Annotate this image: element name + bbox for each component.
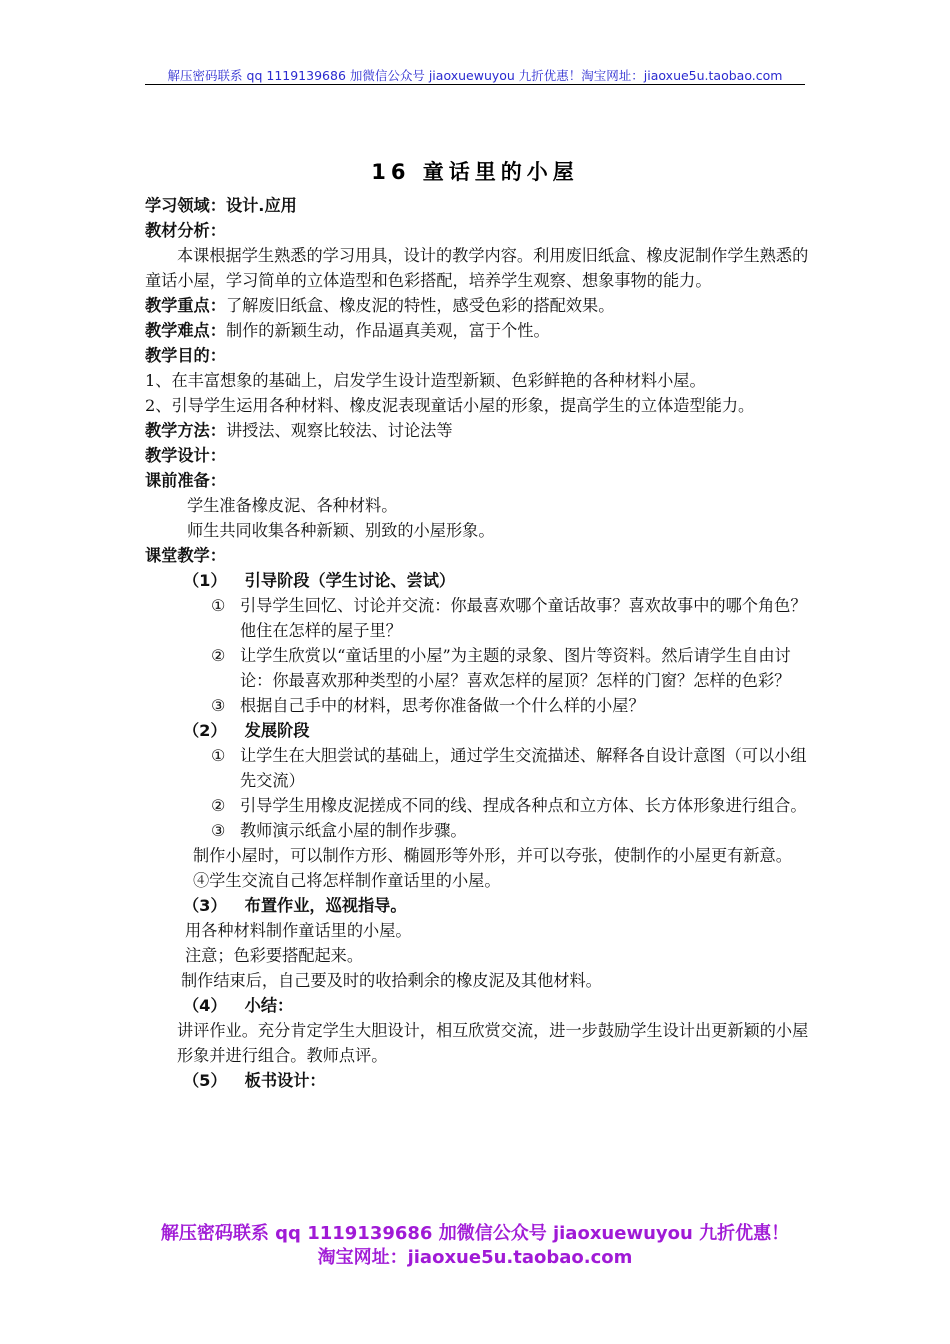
key-points-line (145, 293, 810, 318)
item-text: 引导学生用橡皮泥搓成不同的线、捏成各种点和立方体、长方体形象进行组合。 (240, 796, 807, 815)
header-divider (145, 84, 805, 85)
analysis-label: 教材分析： (145, 221, 226, 240)
stage-2-title: 发展阶段 (244, 721, 310, 740)
item-text: 引导学生回忆、讨论并交流：你最喜欢哪个童话故事？喜欢故事中的哪个角色？他住在怎样的屋子里？ (240, 596, 807, 640)
difficulty-label: 教学难点： (145, 321, 226, 340)
goal-item-1: 1、在丰富想象的基础上，启发学生设计造型新颖、色彩鲜艳的各种材料小屋。 (145, 371, 706, 390)
stage-2-heading (145, 718, 810, 743)
item-marker: ③ (211, 821, 226, 840)
stage-3-line-1: 用各种材料制作童话里的小屋。 (185, 921, 412, 940)
stage-4-number: （4） (183, 996, 227, 1015)
prep-item-1: 学生准备橡皮泥、各种材料。 (187, 496, 398, 515)
stage-1-heading (145, 568, 810, 593)
goals-label: 教学目的： (145, 346, 226, 365)
document-title: 16 童话里的小屋 (371, 160, 579, 184)
stage-1-number: （1） (183, 571, 227, 590)
stage-3-line-2: 注意；色彩要搭配起来。 (185, 946, 364, 965)
domain-label: 学习领域： (145, 196, 226, 215)
analysis-text: 本课根据学生熟悉的学习用具，设计的教学内容。利用废旧纸盒、橡皮泥制作学生熟悉的童话小屋，学习简单的立体造型和色彩搭配，培养学生观察、想象事物的能力。 (145, 246, 809, 290)
stage-5-heading (145, 1068, 810, 1093)
item-marker: ① (211, 596, 226, 615)
item-text: 教师演示纸盒小屋的制作步骤。 (240, 821, 467, 840)
class-label: 课堂教学： (145, 546, 226, 565)
stage-3-heading (145, 893, 810, 918)
item-text: 根据自己手中的材料，思考你准备做一个什么样的小屋？ (240, 696, 645, 715)
footer-line-2: 淘宝网址：jiaoxue5u.taobao.com (317, 1247, 633, 1268)
method-text: 讲授法、观察比较法、讨论法等 (225, 421, 453, 440)
item-marker: ③ (211, 696, 226, 715)
page-header: 解压密码联系 qq 1119139686 加微信公众号 jiaoxuewuyou 九折优惠！淘宝网址：jiaoxue5u.taobao.com (167, 68, 783, 83)
stage-2-item-4: ④学生交流自己将怎样制作童话里的小屋。 (193, 871, 501, 890)
stage-3-number: （3） (183, 896, 227, 915)
item-text: 让学生在大胆尝试的基础上，通过学生交流描述、解释各自设计意图（可以小组先交流） (240, 746, 807, 790)
document-body (145, 193, 810, 1093)
item-marker: ② (211, 796, 226, 815)
stage-5-number: （5） (183, 1071, 227, 1090)
design-label: 教学设计： (145, 446, 226, 465)
item-text: 让学生欣赏以“童话里的小屋”为主题的录象、图片等资料。然后请学生自由讨论：你最喜欢那种类型的小屋？喜欢怎样的屋顶？怎样的门窗？怎样的色彩？ (240, 646, 791, 690)
domain-value: 设计.应用 (225, 196, 297, 215)
list-item (145, 743, 810, 793)
item-marker: ① (211, 746, 226, 765)
prep-label: 课前准备： (145, 471, 226, 490)
list-item (145, 693, 810, 718)
stage-4-title: 小结： (244, 996, 294, 1015)
stage-3-title: 布置作业，巡视指导。 (244, 896, 407, 915)
prep-item-2: 师生共同收集各种新颖、别致的小屋形象。 (187, 521, 495, 540)
stage-5-title: 板书设计： (244, 1071, 326, 1090)
list-item (145, 793, 810, 818)
stage-4-text: 讲评作业。充分肯定学生大胆设计，相互欣赏交流，进一步鼓励学生设计出更新颖的小屋形象并进行组合。教师点评。 (177, 1021, 809, 1065)
footer-line-1: 解压密码联系 qq 1119139686 加微信公众号 jiaoxuewuyou 九折优惠！ (160, 1223, 790, 1244)
key-points-label: 教学重点： (145, 296, 226, 315)
method-line (145, 418, 810, 443)
key-points-text: 了解废旧纸盒、橡皮泥的特性，感受色彩的搭配效果。 (225, 296, 615, 315)
stage-2-number: （2） (183, 721, 227, 740)
stage-3-line-3: 制作结束后，自己要及时的收拾剩余的橡皮泥及其他材料。 (181, 971, 602, 990)
list-item (145, 593, 810, 643)
stage-4-heading (145, 993, 810, 1018)
difficulty-text: 制作的新颖生动，作品逼真美观，富于个性。 (225, 321, 550, 340)
stage-1-title: 引导阶段（学生讨论、尝试） (244, 571, 456, 590)
domain-line (145, 193, 810, 218)
list-item (145, 643, 810, 693)
stage-2-note: 制作小屋时，可以制作方形、椭圆形等外形，并可以夸张，使制作的小屋更有新意。 (193, 846, 792, 865)
list-item (145, 818, 810, 843)
goal-item-2: 2、引导学生运用各种材料、橡皮泥表现童话小屋的形象，提高学生的立体造型能力。 (145, 396, 755, 415)
difficulty-line (145, 318, 810, 343)
item-marker: ② (211, 646, 226, 665)
method-label: 教学方法： (145, 421, 226, 440)
